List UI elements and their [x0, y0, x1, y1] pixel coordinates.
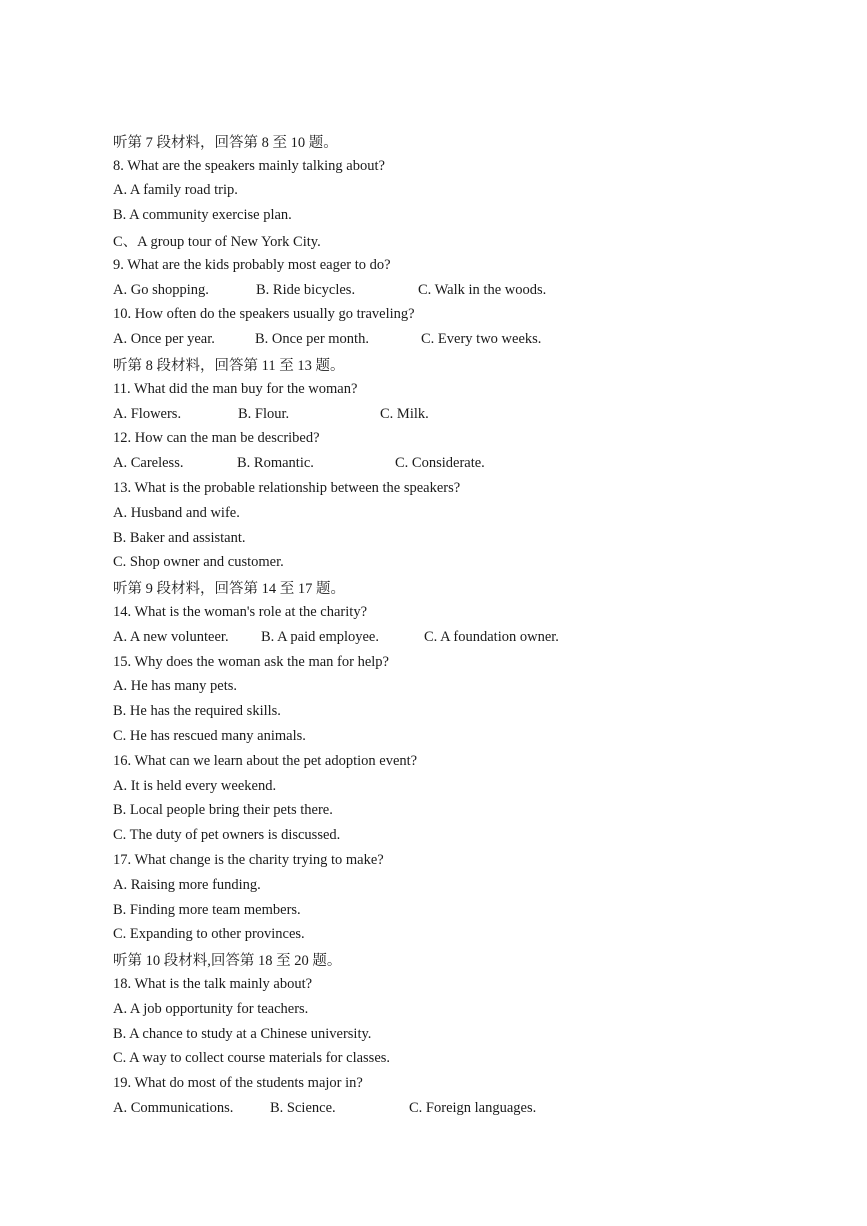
question-line: 8. What are the speakers mainly talking about?: [113, 157, 385, 174]
question-line: B. A community exercise plan.: [113, 207, 292, 224]
question-line: A. It is held every weekend.: [113, 777, 277, 794]
question-line: B. Local people bring their pets there.: [113, 802, 333, 819]
answer-option: A. Once per year.: [113, 331, 215, 348]
question-line: 15. Why does the woman ask the man for help?: [113, 653, 389, 670]
answer-option: A. Flowers.: [113, 405, 182, 422]
question-line: C. The duty of pet owners is discussed.: [113, 827, 341, 844]
question-line: B. A chance to study at a Chinese university.: [113, 1025, 372, 1042]
question-line: B. Finding more team members.: [113, 901, 301, 918]
question-line: 18. What is the talk mainly about?: [113, 975, 313, 992]
answer-option: B. Once per month.: [255, 331, 369, 348]
question-line: 12. How can the man be described?: [113, 430, 320, 447]
question-line: 19. What do most of the students major in?: [113, 1075, 363, 1092]
question-line: 11. What did the man buy for the woman?: [113, 380, 358, 397]
section-heading: 听第 7 段材料，回答第 8 至 10 题。: [113, 134, 338, 151]
answer-option: B. Flour.: [238, 405, 290, 422]
answer-option: C. Every two weeks.: [421, 331, 542, 348]
question-line: 13. What is the probable relationship between the speakers?: [113, 480, 461, 497]
answer-option: C. Foreign languages.: [409, 1099, 537, 1116]
question-line: 16. What can we learn about the pet adoption event?: [113, 752, 418, 769]
options-row: [113, 1096, 833, 1121]
question-line: B. Baker and assistant.: [113, 529, 246, 546]
question-line: C、A group tour of New York City.: [113, 234, 321, 251]
question-line: C. A way to collect course materials for classes.: [113, 1050, 391, 1067]
listening-questions: [113, 129, 833, 1121]
question-line: A. A job opportunity for teachers.: [113, 1000, 309, 1017]
answer-option: C. A foundation owner.: [424, 628, 559, 645]
question-line: 10. How often do the speakers usually go traveling?: [113, 306, 415, 323]
question-line: 17. What change is the charity trying to make?: [113, 852, 384, 868]
answer-option: C. Walk in the woods.: [418, 281, 547, 298]
options-row: [113, 278, 833, 303]
question-line: A. He has many pets.: [113, 678, 238, 695]
question-line: A. A family road trip.: [113, 182, 238, 199]
options-row: [113, 327, 833, 352]
answer-option: C. Considerate.: [395, 455, 485, 472]
question-line: A. Husband and wife.: [113, 504, 240, 521]
question-line: C. He has rescued many animals.: [113, 728, 306, 745]
question-line: A. Raising more funding.: [113, 876, 261, 893]
answer-option: A. Careless.: [113, 455, 184, 472]
answer-option: B. Science.: [270, 1099, 336, 1116]
question-line: 9. What are the kids probably most eager to do?: [113, 256, 391, 273]
section-heading: 听第 8 段材料，回答第 11 至 13 题。: [113, 358, 345, 375]
answer-option: A. Communications.: [113, 1099, 234, 1116]
answer-option: B. Romantic.: [237, 455, 314, 472]
answer-option: B. Ride bicycles.: [256, 281, 356, 298]
section-heading: 听第 9 段材料，回答第 14 至 17 题。: [113, 581, 345, 598]
options-row: [113, 402, 833, 427]
question-line: 14. What is the woman's role at the charity?: [113, 604, 368, 621]
options-row: [113, 625, 833, 650]
answer-option: C. Milk.: [380, 405, 429, 422]
answer-option: A. Go shopping.: [113, 281, 209, 298]
question-line: B. He has the required skills.: [113, 703, 281, 720]
answer-option: A. A new volunteer.: [113, 628, 229, 645]
question-line: C. Expanding to other provinces.: [113, 926, 305, 943]
options-row: [113, 451, 833, 476]
question-line: C. Shop owner and customer.: [113, 554, 284, 571]
section-heading: 听第 10 段材料,回答第 18 至 20 题。: [113, 953, 342, 970]
answer-option: B. A paid employee.: [261, 628, 379, 645]
